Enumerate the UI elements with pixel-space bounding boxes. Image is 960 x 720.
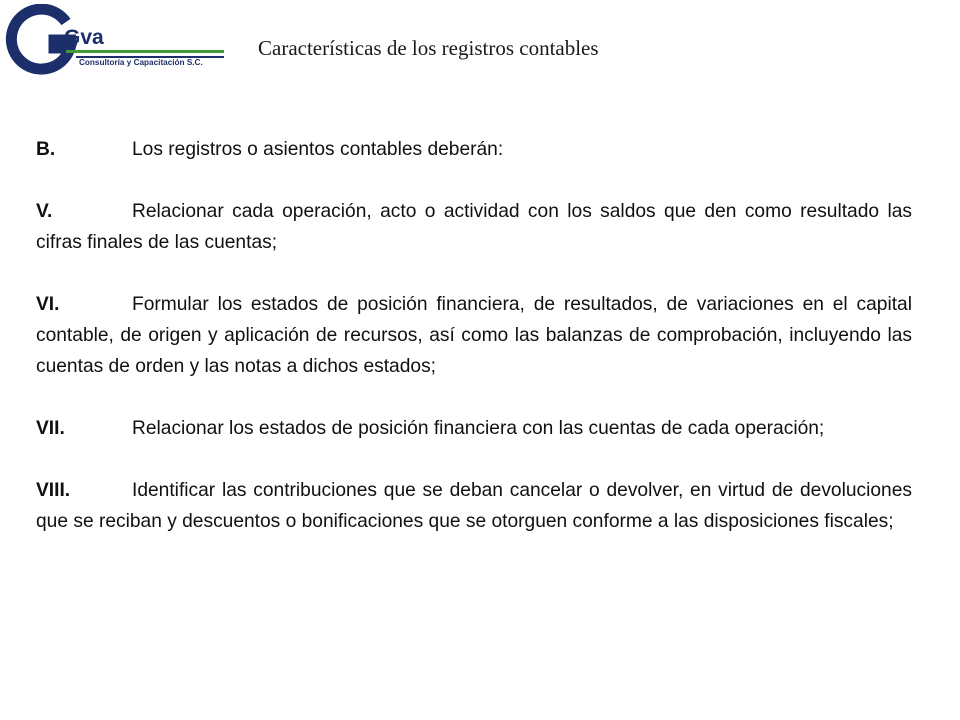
page-title: Características de los registros contables	[258, 36, 599, 60]
list-item	[36, 413, 912, 444]
list-item	[36, 289, 912, 382]
logo-tagline: Consultoría y Capacitación S.C.	[79, 58, 203, 67]
item-text: Identificar las contribuciones que se deban cancelar o devolver, en virtud de devoluciones que se reciban y descuentos o bonificaciones que se otorguen conforme a las disposiciones fiscales;	[36, 480, 912, 532]
list-item	[36, 475, 912, 537]
item-text: Relacionar cada operación, acto o actividad con los saldos que den como resultado las cifras finales de las cuentas;	[36, 201, 912, 253]
list-item	[36, 196, 912, 258]
section-label: B.	[36, 139, 56, 160]
header	[0, 0, 960, 90]
company-logo	[4, 4, 228, 76]
logo-letters: Gva	[64, 26, 104, 49]
item-number: VII.	[36, 418, 65, 439]
item-text: Relacionar los estados de posición financiera con las cuentas de cada operación;	[132, 418, 825, 439]
item-text: Formular los estados de posición financiera, de resultados, de variaciones en el capital contable, de origen y aplicación de recursos, así como las balanzas de comprobación, incluyendo las cuentas de orden y las notas a dichos estados;	[36, 294, 912, 377]
item-number: V.	[36, 201, 53, 222]
item-number: VI.	[36, 294, 60, 315]
intro-paragraph	[36, 134, 912, 165]
section-text: Los registros o asientos contables deberán:	[132, 139, 504, 160]
item-number: VIII.	[36, 480, 71, 501]
document-body	[36, 134, 912, 537]
